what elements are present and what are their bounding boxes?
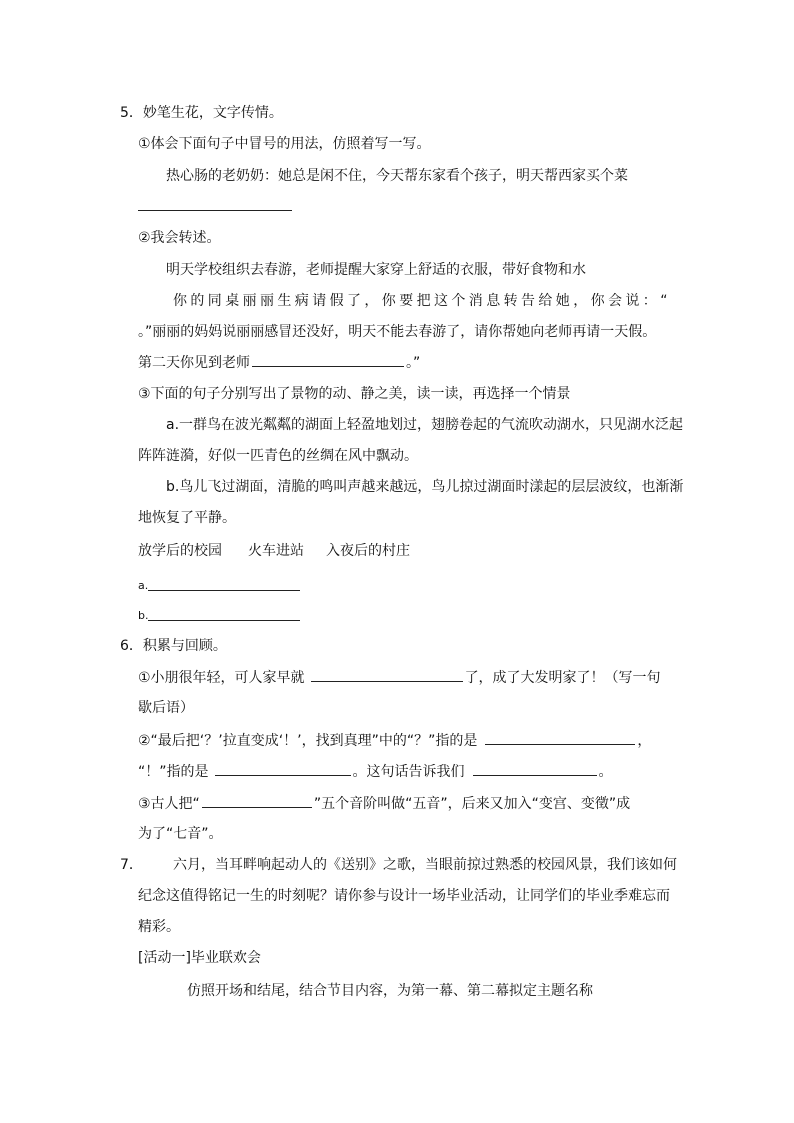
- q6-item3-line2: 为了“七音”。: [138, 826, 223, 842]
- q5-part3-option-1: 放学后的校园: [138, 543, 222, 559]
- q6-item3-post: ”五个音阶叫做“五音”，后来又加入“变宫、变徵”成: [313, 796, 631, 812]
- q7-activity1-heading: [活动一]毕业联欢会: [138, 950, 261, 966]
- q5-part2-line3-pre: 第二天你见到老师: [138, 355, 250, 371]
- q7-line3: 精彩。: [138, 919, 180, 935]
- q5-part2-line3: [138, 352, 420, 373]
- q6-item2-line2-a: “！”指的是: [138, 764, 209, 780]
- q5-part3-blank-a[interactable]: [148, 590, 300, 591]
- q6-item1-blank[interactable]: [311, 667, 463, 682]
- q5-part2-line2: 。”丽丽的妈妈说丽丽感冒还没好，明天不能去春游了，请你帮她向老师再请一天假。: [138, 324, 657, 340]
- q6-item2-line2: [138, 761, 613, 782]
- q6-title: 6．积累与回顾。: [120, 638, 227, 654]
- q5-title: 5．妙笔生花，文字传情。: [120, 105, 283, 121]
- q6-item1-line2: 歇后语）: [138, 700, 194, 716]
- q5-part3-option-3: 入夜后的村庄: [326, 543, 410, 559]
- q5-part1-example: 热心肠的老奶奶：她总是闲不住，今天帮东家看个孩子，明天帮西家买个菜: [166, 168, 628, 184]
- q6-item2-blank-2[interactable]: [215, 761, 351, 776]
- q6-item3-blank[interactable]: [202, 793, 312, 808]
- q5-part1-answer-line[interactable]: [138, 210, 292, 211]
- q6-item1-pre: ①小朋很年轻，可人家早就: [138, 670, 305, 686]
- q6-item2-pre: ②“最后把‘？’拉直变成‘！’，找到真理”中的“？”指的是: [138, 733, 478, 749]
- q6-item2-end: ，: [637, 733, 652, 749]
- q5-part3-prompt: ③下面的句子分别写出了景物的动、静之美，读一读，再选择一个情景: [138, 386, 571, 402]
- q6-item3-pre: ③古人把“: [138, 796, 200, 812]
- q5-part2-prompt: ②我会转述。: [138, 230, 221, 246]
- q5-part2-answer-blank[interactable]: [252, 352, 404, 367]
- q6-item2-line1: [138, 730, 651, 751]
- q5-part3-b-line2: 地恢复了平静。: [138, 510, 236, 526]
- q5-part3-blank-a-label: a.: [138, 579, 149, 592]
- q5-part2-line3-post: 。”: [406, 355, 421, 371]
- q5-part3-a-line1: a.一群鸟在波光粼粼的湖面上轻盈地划过，翅膀卷起的气流吹动湖水，只见湖水泛起: [166, 417, 684, 433]
- q7-line1: 六月，当耳畔响起动人的《送别》之歌，当眼前掠过熟悉的校园风景，我们该如何: [173, 857, 677, 873]
- q6-item2-blank-1[interactable]: [485, 730, 635, 745]
- q7-number: 7．: [120, 857, 143, 873]
- q6-item1-line1: [138, 667, 661, 688]
- q6-item2-line2-b: 。这句话告诉我们: [352, 764, 465, 780]
- q5-part3-b-line1: b.鸟儿飞过湖面，清脆的鸣叫声越来越远，鸟儿掠过湖面时漾起的层层波纹，也渐渐: [166, 479, 684, 495]
- q5-part3-blank-b[interactable]: [148, 620, 300, 621]
- q6-item2-blank-3[interactable]: [473, 761, 597, 776]
- q5-part1-prompt: ①体会下面句子中冒号的用法，仿照着写一写。: [138, 136, 431, 152]
- q7-line2: 纪念这值得铭记一生的时刻呢？请你参与设计一场毕业活动，让同学们的毕业季难忘而: [138, 888, 670, 904]
- q6-item3-line1: [138, 793, 630, 814]
- q5-part3-option-2: 火车进站: [248, 543, 304, 559]
- q5-part3-blank-b-label: b.: [138, 609, 149, 622]
- q6-item2-line2-c: 。: [598, 764, 613, 780]
- q5-part2-notice: 明天学校组织去春游，老师提醒大家穿上舒适的衣服，带好食物和水: [166, 262, 586, 278]
- q5-part2-line1: 你的同桌丽丽生病请假了，你要把这个消息转告给她，你会说：“: [173, 293, 671, 309]
- q6-item1-post: 了，成了大发明家了！（写一句: [464, 670, 661, 686]
- q5-part3-a-line2: 阵阵涟漪，好似一匹青色的丝绸在风中飘动。: [138, 448, 418, 464]
- q7-activity1-desc: 仿照开场和结尾，结合节目内容，为第一幕、第二幕拟定主题名称: [187, 983, 593, 999]
